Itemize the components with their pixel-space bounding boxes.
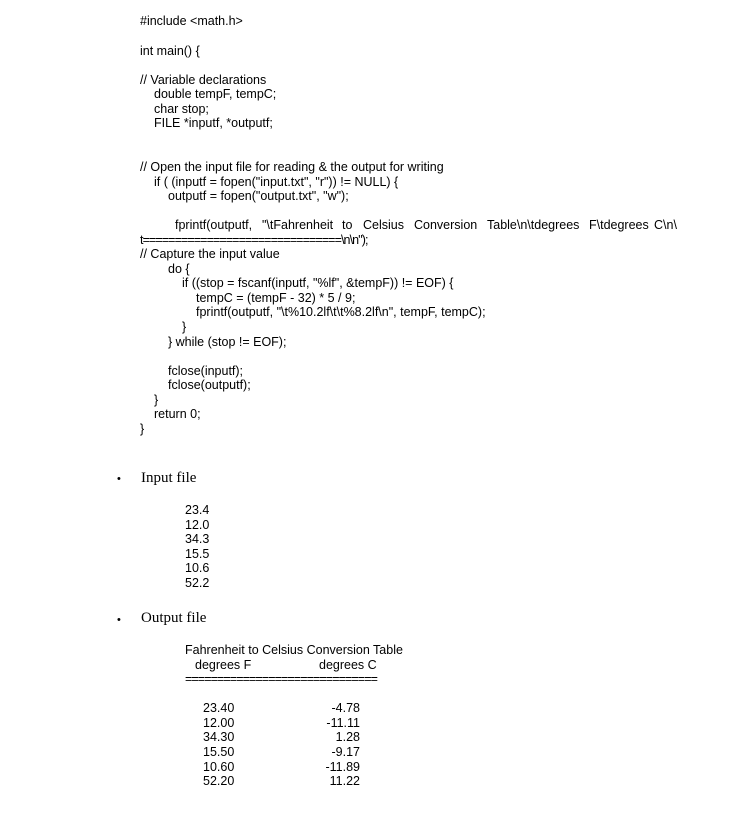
code-line: return 0; (154, 407, 201, 421)
code-token: Celsius (363, 218, 404, 232)
code-token: to (342, 218, 353, 232)
code-token: fprintf(outputf, (175, 218, 253, 232)
code-token: Conversion (414, 218, 478, 232)
cell-fahrenheit: 23.40 (203, 701, 235, 715)
list-item: 12.0 (185, 518, 210, 532)
list-item: 23.4 (185, 503, 210, 517)
table-rule: ============================== (185, 672, 377, 686)
cell-celsius: 1.28 (335, 730, 360, 744)
cell-fahrenheit: 34.30 (203, 730, 235, 744)
cell-fahrenheit: 12.00 (203, 716, 235, 730)
code-line: #include <math.h> (140, 14, 243, 28)
code-line: t===============================\n\n"); (140, 233, 368, 247)
code-token: C\n\ (654, 218, 677, 232)
code-line: fclose(inputf); (168, 364, 244, 378)
bullet-icon: • (117, 473, 121, 485)
cell-celsius: -11.89 (325, 760, 360, 774)
section-heading: Input file (141, 470, 197, 486)
cell-fahrenheit: 15.50 (203, 745, 235, 759)
code-comment: // Capture the input value (140, 247, 280, 261)
code-token: F\tdegrees (589, 218, 649, 232)
code-token: Table\n\tdegrees (487, 218, 580, 232)
code-token: "\tFahrenheit (262, 218, 334, 232)
code-line: } while (stop != EOF); (168, 335, 287, 349)
code-line: outputf = fopen("output.txt", "w"); (168, 189, 349, 203)
list-item: 52.2 (185, 576, 210, 590)
list-item: 34.3 (185, 532, 210, 546)
code-line: } (182, 320, 187, 334)
cell-fahrenheit: 52.20 (203, 774, 235, 788)
code-line: tempC = (tempF - 32) * 5 / 9; (196, 291, 356, 305)
cell-celsius: 11.22 (329, 774, 360, 788)
code-line: fclose(outputf); (168, 378, 251, 392)
code-line: if ((stop = fscanf(inputf, "%lf", &tempF)) != EOF) { (182, 276, 454, 290)
cell-fahrenheit: 10.60 (203, 760, 235, 774)
code-line: } (154, 393, 159, 407)
code-line: char stop; (154, 102, 209, 116)
bullet-icon: • (117, 614, 121, 626)
code-line: FILE *inputf, *outputf; (154, 116, 273, 130)
code-comment: // Open the input file for reading & the output for writing (140, 160, 444, 174)
code-line: } (140, 422, 145, 436)
code-line: fprintf(outputf, "\t%10.2lf\t\t%8.2lf\n", tempF, tempC); (196, 305, 486, 319)
cell-celsius: -4.78 (331, 701, 360, 715)
code-line: if ( (inputf = fopen("input.txt", "r")) != NULL) { (154, 175, 399, 189)
list-item: 15.5 (185, 547, 210, 561)
list-item: 10.6 (185, 561, 210, 575)
table-title: Fahrenheit to Celsius Conversion Table (185, 643, 403, 657)
section-heading: Output file (141, 610, 207, 626)
code-line: double tempF, tempC; (154, 87, 277, 101)
column-header-f: degrees F (195, 658, 252, 672)
code-line: do { (168, 262, 190, 276)
cell-celsius: -11.11 (326, 716, 360, 730)
code-comment: // Variable declarations (140, 73, 267, 87)
cell-celsius: -9.17 (331, 745, 360, 759)
code-line: int main() { (140, 44, 200, 58)
column-header-c: degrees C (319, 658, 377, 672)
